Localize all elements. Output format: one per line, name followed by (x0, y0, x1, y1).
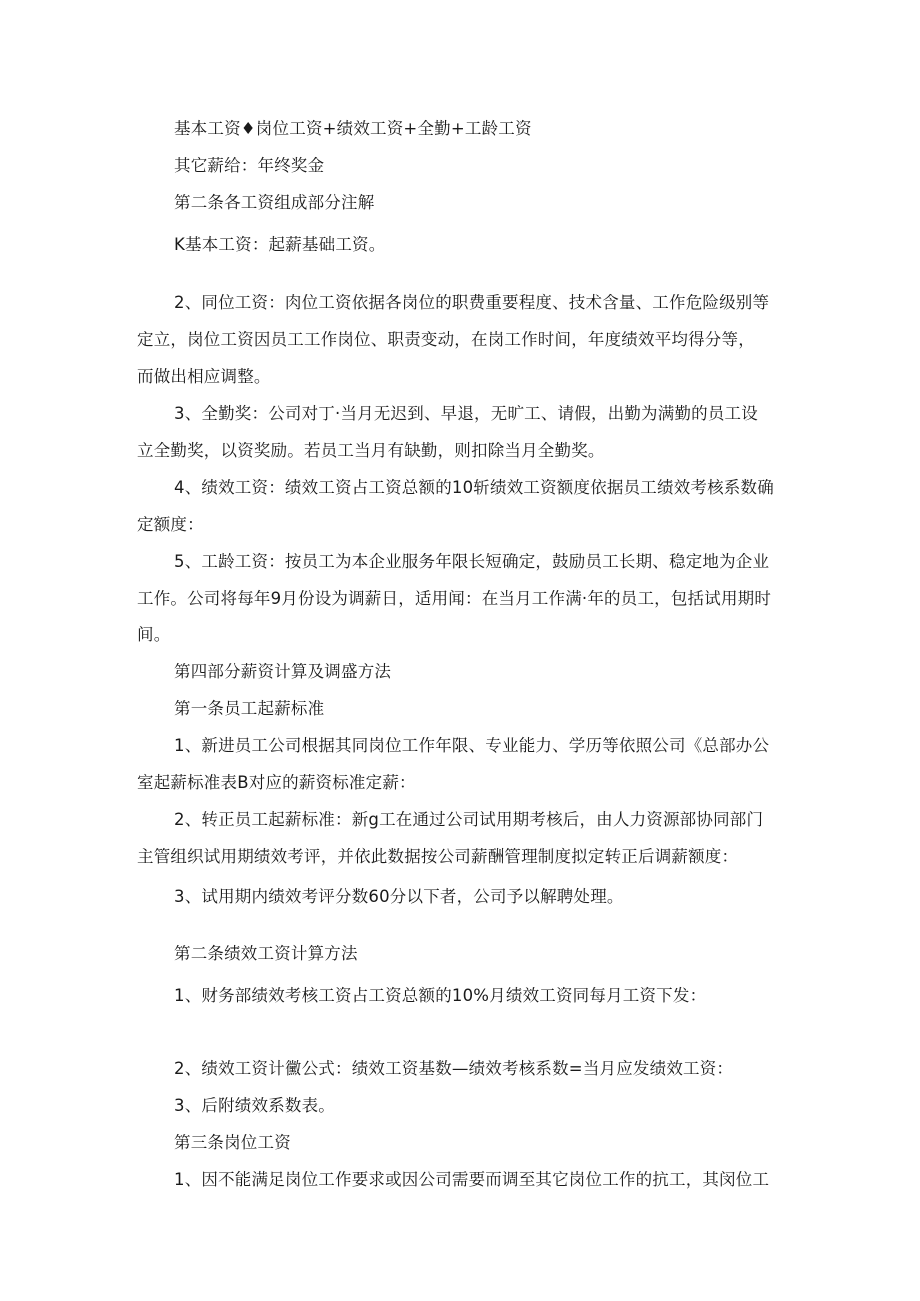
paragraph-line: 立全勤奖，以资奖励。若员工当月有缺勤，则扣除当月全勤奖。 (137, 441, 605, 460)
paragraph-line: K基本工资：起薪基础工资。 (174, 235, 386, 254)
paragraph-line: 定立，岗位工资因员工工作岗位、职责变动，在岗工作时间，年度绩效平均得分等， (137, 330, 755, 349)
paragraph-line: 1、因不能满足岗位工作要求或因公司需要而调至其它岗位工作的抗工，其闵位工 (174, 1170, 770, 1189)
paragraph-line: 1、新进员工公司根据其同岗位工作年限、专业能力、学历等依照公司《总部办公 (174, 736, 770, 755)
other-pay-line: 其它薪给：年终奖金 (174, 156, 325, 175)
section-heading: 第一条员工起薪标准 (174, 699, 325, 718)
paragraph-line: 而做出相应调整。 (137, 367, 271, 386)
paragraph-line: 室起薪标准表B对应的薪资标准定薪： (137, 773, 416, 792)
paragraph-line: 间。 (137, 625, 171, 644)
section-heading: 第二条绩效工资计算方法 (174, 944, 358, 963)
paragraph-line: 2、绩效工资计黴公式：绩效工资基数—绩效考核系数=当月应发绩效工资： (174, 1059, 734, 1078)
paragraph-line: 2、转正员工起薪标准：新g工在通过公司试用期考核后，由人力资源部协同部门 (174, 810, 764, 829)
section-heading: 第二条各工资组成部分注解 (174, 193, 375, 212)
paragraph-line: 定额度： (137, 515, 204, 534)
paragraph-line: 3、全勤奖：公司对丁·当月无迟到、早退，无旷工、请假，出勤为满勤的员工设 (174, 404, 758, 423)
salary-formula-line: 基本工资♦岗位工资+绩效工资+全勤+工龄工资 (174, 119, 532, 138)
section-heading: 第四部分薪资计算及调盛方法 (174, 662, 392, 681)
paragraph-line: 1、财务部绩效考核工资占工资总额的10%月绩效工资同每月工资下发： (174, 986, 707, 1005)
paragraph-line: 4、绩效工资：绩效工资占工资总额的10斩绩效工资额度依据员工绩效考核系数确 (174, 478, 774, 497)
paragraph-line: 主管组织试用期绩效考评，并依此数据按公司薪酬管理制度拟定转正后调薪额度： (137, 847, 739, 866)
paragraph-line: 3、试用期内绩效考评分数60分以下者，公司予以解聘处理。 (174, 887, 624, 906)
paragraph-line: 5、工龄工资：按员工为本企业服务年限长短确定，鼓励员工长期、稳定地为企业 (174, 552, 770, 571)
section-heading: 第三条岗位工资 (174, 1133, 291, 1152)
paragraph-line: 3、后附绩效系数表。 (174, 1096, 335, 1115)
paragraph-line: 工作。公司将每年9月份设为调薪日，适用闻：在当月工作满·年的员工，包括试用期时 (137, 589, 772, 608)
paragraph-line: 2、同位工资：肉位工资依据各岗位的职费重要程度、技术含量、工作危险级别等 (174, 293, 770, 312)
